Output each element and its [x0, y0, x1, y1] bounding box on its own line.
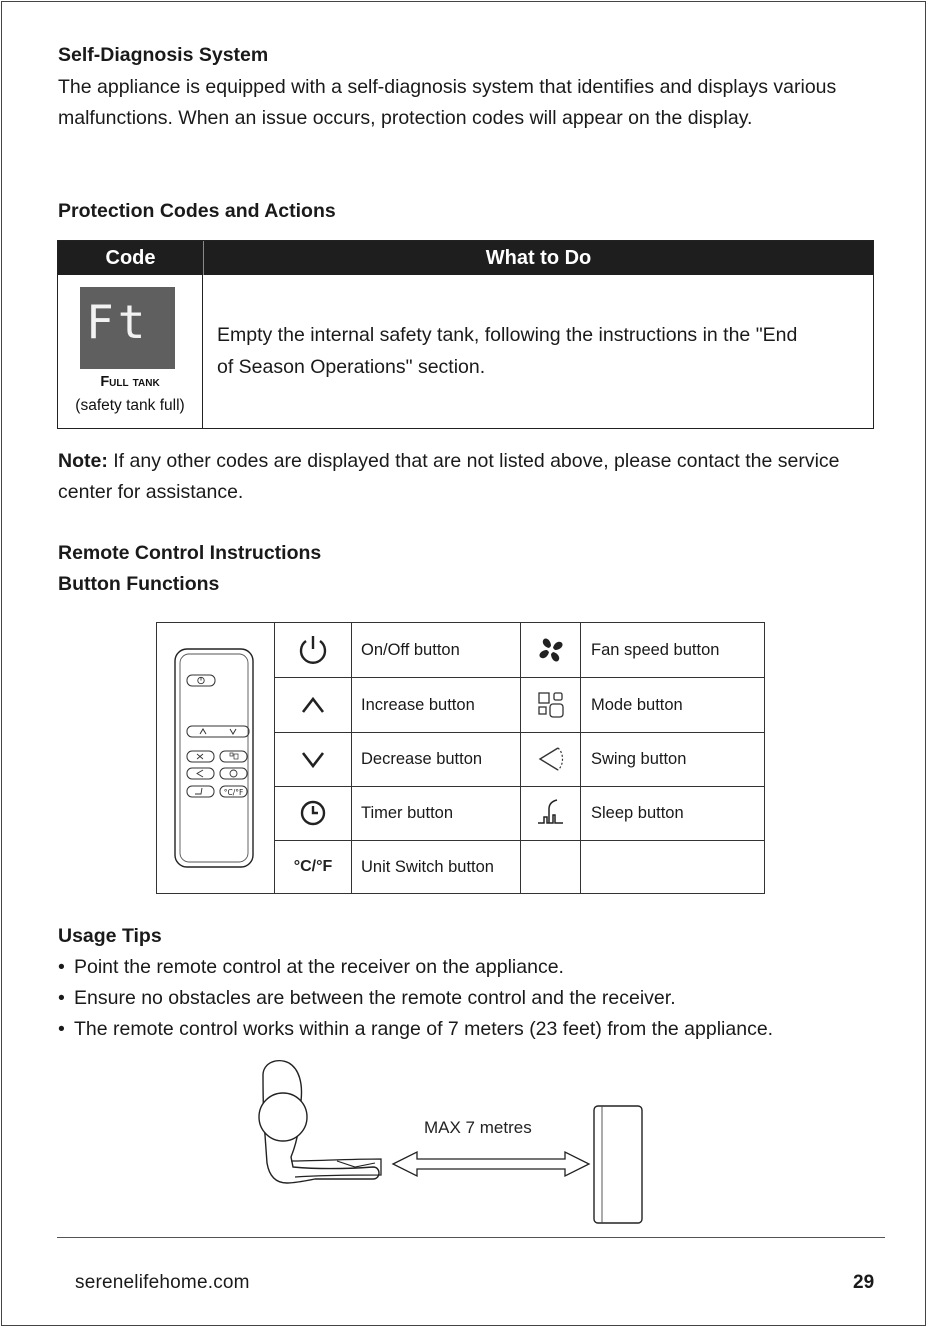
remote-row	[275, 623, 764, 678]
protection-codes-table	[57, 240, 874, 429]
button-functions-heading: Button Functions	[58, 573, 220, 595]
remote-row	[275, 732, 764, 787]
chevron-down-icon	[298, 744, 328, 774]
remote-row	[275, 678, 764, 733]
appliance-icon	[594, 1106, 642, 1223]
list-item: • The remote control works within a range of 7 meters (23 feet) from the appliance.	[58, 1014, 888, 1045]
remote-range-illustration	[255, 1055, 655, 1230]
footer-website: serenelifehome.com	[75, 1272, 250, 1293]
note-label: Note:	[58, 450, 108, 472]
remote-control-icon	[157, 623, 275, 895]
fan-icon	[536, 635, 566, 665]
code-detail: (safety tank full)	[75, 397, 185, 414]
chevron-up-icon	[298, 690, 328, 720]
remote-row	[275, 786, 764, 841]
bullet-icon: •	[58, 1018, 65, 1040]
self-diagnosis-paragraph: The appliance is equipped with a self-diagnosis system that identifies and displays various malfunctions. When an issue occurs, protection codes will appear on the display.	[58, 76, 837, 129]
swing-label: Swing button	[591, 750, 687, 768]
hand-with-remote-icon	[259, 1061, 381, 1183]
note-paragraph	[58, 446, 888, 508]
onoff-label: On/Off button	[352, 623, 521, 677]
header-code: Code	[105, 247, 156, 269]
unit-switch-label: Unit Switch button	[352, 840, 521, 894]
list-item: • Ensure no obstacles are between the remote control and the receiver.	[58, 983, 888, 1014]
note-text: If any other codes are displayed that are not listed above, please contact the service center for assistance.	[58, 450, 840, 503]
decrease-label: Decrease button	[352, 732, 521, 786]
remote-unit-key: °C/°F	[223, 788, 244, 797]
self-diagnosis-heading: Self-Diagnosis System	[58, 44, 269, 66]
sleep-label: Sleep button	[591, 804, 684, 822]
unit-switch-icon: °C/°F	[293, 858, 333, 875]
remote-illustration-cell	[157, 623, 275, 893]
header-what-to-do: What to Do	[485, 247, 592, 269]
remote-heading: Remote Control Instructions	[58, 542, 322, 564]
mode-icon	[536, 690, 566, 720]
double-arrow-icon	[393, 1152, 589, 1176]
sleep-icon	[535, 797, 567, 829]
increase-label: Increase button	[352, 678, 521, 732]
lcd-code-text: Ft	[86, 295, 150, 349]
timer-label: Timer button	[352, 786, 521, 840]
bullet-icon: •	[58, 956, 65, 978]
usage-tips-list	[58, 952, 888, 1045]
lcd-display-icon	[80, 287, 175, 369]
range-label: MAX 7 metres	[424, 1118, 532, 1137]
fan-speed-label: Fan speed button	[591, 641, 720, 659]
bullet-icon: •	[58, 987, 65, 1009]
footer-divider	[57, 1237, 885, 1238]
list-item: • Point the remote control at the receiver on the appliance.	[58, 952, 888, 983]
timer-icon	[297, 797, 329, 829]
remote-buttons-table	[156, 622, 765, 894]
table-header-row	[58, 241, 873, 275]
code-name: Full tank	[100, 374, 160, 390]
remote-row	[275, 840, 764, 894]
protection-codes-heading: Protection Codes and Actions	[58, 200, 336, 222]
power-icon	[295, 632, 331, 668]
page-number: 29	[853, 1272, 875, 1293]
code-action: Empty the internal safety tank, following the instructions in the "End of Season Operations" section.	[217, 324, 798, 378]
empty-label-cell	[581, 840, 764, 894]
usage-tips-heading: Usage Tips	[58, 925, 162, 947]
mode-label: Mode button	[591, 696, 683, 714]
swing-icon	[536, 744, 566, 774]
empty-icon-cell	[521, 840, 581, 894]
